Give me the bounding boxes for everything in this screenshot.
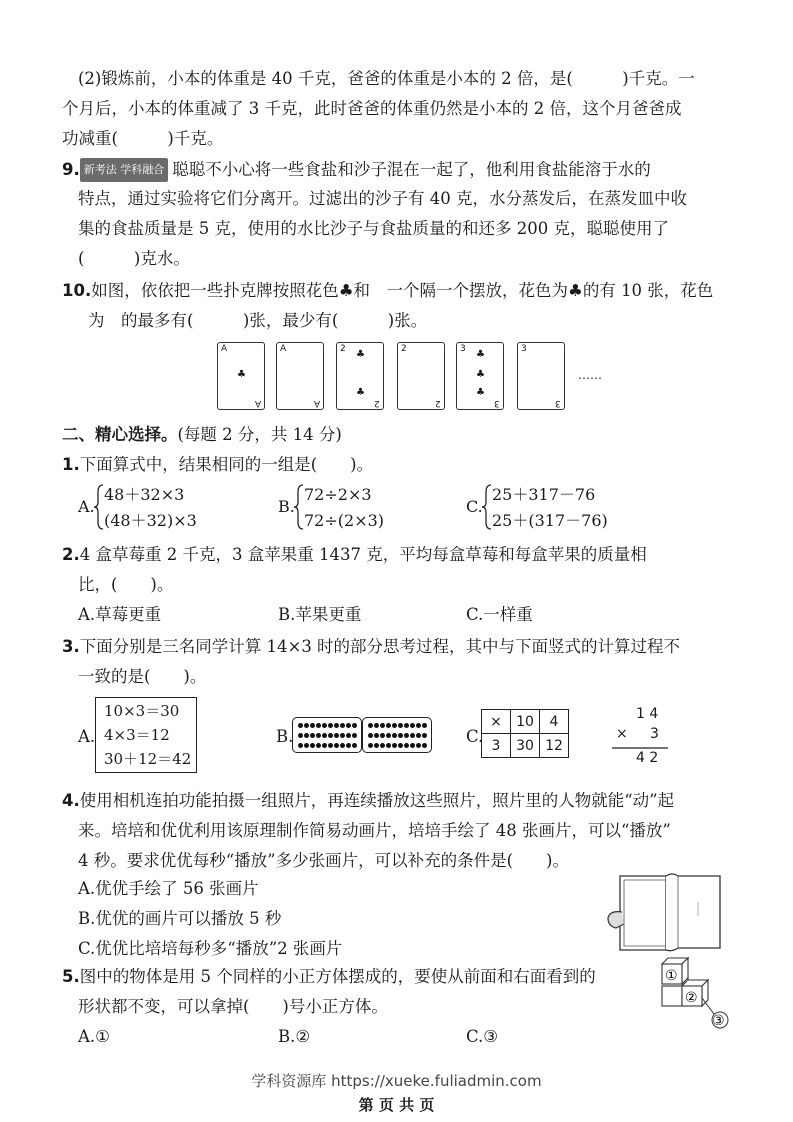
- question-9-line-3: 集的食盐质量是 5 克，使用的水比沙子与食盐质量的和还多 200 克，聪聪使用了: [78, 219, 669, 238]
- option-c-expr-bottom: 25＋(317－76): [492, 511, 608, 530]
- dot: [334, 723, 339, 728]
- dot: [304, 733, 309, 738]
- q8-line-1: (2)锻炼前，小本的体重是 40 千克，爸爸的体重是小本的 2 倍，是( )千克。一: [78, 69, 695, 88]
- option-a-label: A.: [78, 497, 95, 516]
- dot: [410, 733, 415, 738]
- flipbook-illustration: [606, 872, 724, 954]
- calc-step-2: 4×3＝12: [104, 726, 170, 744]
- dot: [416, 723, 421, 728]
- option-a-expr-top: 48＋32×3: [104, 485, 185, 504]
- card-rank-inverted: 2: [374, 398, 380, 408]
- playing-card: [517, 342, 565, 410]
- choice-3-option-c-label[interactable]: C.: [466, 727, 484, 746]
- choice-5-option-c[interactable]: C.③: [466, 1027, 499, 1046]
- card-suit-pip: ♣: [356, 349, 365, 360]
- dot: [322, 733, 327, 738]
- grid-operator: ×: [482, 710, 511, 734]
- card-rank: 3: [521, 344, 527, 354]
- choice-5-option-b[interactable]: B.②: [278, 1027, 311, 1046]
- dot: [386, 743, 391, 748]
- card-suit-pip: ♣: [476, 369, 485, 380]
- dot: [346, 743, 351, 748]
- card-rank-inverted: A: [254, 398, 261, 408]
- choice-5-number: 5.: [62, 967, 80, 986]
- option-c-expr-top: 25＋317－76: [492, 485, 596, 504]
- dot: [374, 723, 379, 728]
- dot: [328, 733, 333, 738]
- dot: [410, 723, 415, 728]
- dot: [316, 723, 321, 728]
- section-2-note: (每题 2 分，共 14 分): [177, 425, 342, 444]
- dot: [410, 743, 415, 748]
- playing-card: [217, 342, 265, 410]
- vertical-multiplication: [612, 706, 672, 776]
- card-rank: A: [280, 344, 287, 354]
- choice-1-question: [62, 454, 373, 476]
- choice-3-line-2: 一致的是( )。: [78, 667, 207, 686]
- dot: [386, 733, 391, 738]
- question-10-text-1: 如图，依依把一些扑克牌按照花色♣和 一个隔一个摆放，花色为♣的有 10 张，花色: [91, 281, 714, 300]
- dot: [374, 733, 379, 738]
- option-b-label: B.: [278, 497, 295, 516]
- question-9-line-4: ( )克水。: [78, 249, 190, 268]
- choice-5-option-a[interactable]: A.①: [78, 1027, 110, 1046]
- dot: [316, 733, 321, 738]
- dot: [316, 743, 321, 748]
- section-2-heading: [62, 424, 342, 446]
- choice-4-line-3: 4 秒。要求优优每秒“播放”多少张画片，可以补充的条件是( )。: [78, 851, 569, 870]
- grid-cell-30: 30: [511, 734, 540, 758]
- dot: [398, 743, 403, 748]
- choice-2-option-c[interactable]: C.一样重: [466, 605, 533, 624]
- choice-4-line-1: [62, 790, 674, 812]
- dot: [340, 743, 345, 748]
- dot: [310, 743, 315, 748]
- card-rank: 2: [401, 344, 407, 354]
- dot: [386, 723, 391, 728]
- dot: [304, 743, 309, 748]
- playing-card: [276, 342, 324, 410]
- cube-label-2: ②: [685, 990, 698, 1006]
- choice-1-text: 下面算式中，结果相同的一组是( )。: [79, 455, 374, 474]
- card-suit-pip: ♣: [237, 369, 246, 380]
- dot: [380, 723, 385, 728]
- dot: [416, 743, 421, 748]
- dot: [352, 733, 357, 738]
- grid-header-4: 4: [540, 710, 569, 734]
- dot: [368, 733, 373, 738]
- card-rank: A: [221, 344, 228, 354]
- dot: [368, 723, 373, 728]
- dot: [404, 733, 409, 738]
- option-c-multiplication-grid: [481, 709, 569, 758]
- dot: [328, 723, 333, 728]
- dot: [310, 723, 315, 728]
- question-10-line-1: [62, 280, 713, 302]
- cube-label-1: ①: [665, 968, 678, 984]
- choice-5-text-1: 图中的物体是用 5 个同样的小正方体摆成的，要使从前面和右面看到的: [79, 967, 596, 986]
- question-10-line-2: 为 的最多有( )张，最少有( )张。: [88, 311, 428, 330]
- choice-4-option-a[interactable]: A.优优手绘了 56 张画片: [78, 879, 259, 898]
- choice-5-line-2: 形状都不变，可以拿掉( )号小正方体。: [78, 997, 388, 1016]
- playing-card: [336, 342, 384, 410]
- dot: [404, 723, 409, 728]
- card-rank-inverted: A: [313, 398, 320, 408]
- question-9-text-1: 聪聪不小心将一些食盐和沙子混在一起了，他利用食盐能溶于水的: [172, 160, 651, 179]
- grid-cell-12: 12: [540, 734, 569, 758]
- card-rank-inverted: 2: [435, 398, 441, 408]
- cube-stack-illustration: [656, 956, 738, 1030]
- vertical-multiplier: 3: [650, 726, 659, 742]
- dot: [298, 723, 303, 728]
- question-9-line-2: 特点，通过实验将它们分离开。过滤出的沙子有 40 克，水分蒸发后，在蒸发皿中收: [78, 189, 687, 208]
- brace-icon: [94, 484, 104, 530]
- calc-step-3: 30＋12＝42: [104, 750, 192, 768]
- dot: [392, 733, 397, 738]
- footer-page-number: 第 页 共 页: [358, 1096, 435, 1114]
- choice-3-number: 3.: [62, 637, 80, 656]
- dot: [352, 743, 357, 748]
- new-method-tag: 新考法 学科融合: [80, 158, 169, 182]
- grid-header-10: 10: [511, 710, 540, 734]
- card-suit-pip: ♣: [476, 349, 485, 360]
- dot: [298, 743, 303, 748]
- choice-4-line-2: 来。培培和优优利用该原理制作简易动画片，培培手绘了 48 张画片，可以“播放”: [78, 821, 671, 840]
- option-a-expr-bottom: (48＋32)×3: [104, 511, 197, 530]
- question-9-number: 9.: [62, 160, 80, 179]
- dot-array-right: [362, 717, 432, 753]
- dot: [334, 733, 339, 738]
- dot: [380, 743, 385, 748]
- dot: [422, 723, 427, 728]
- dot: [374, 743, 379, 748]
- choice-1-number: 1.: [62, 455, 80, 474]
- card-rank: 2: [340, 344, 346, 354]
- card-suit-pip: ♣: [356, 387, 365, 398]
- dot: [404, 743, 409, 748]
- choice-2-line-2: 比，( )。: [78, 575, 174, 594]
- dot: [322, 723, 327, 728]
- dot: [392, 723, 397, 728]
- choice-4-option-b[interactable]: B.优优的画片可以播放 5 秒: [78, 909, 282, 928]
- dot: [416, 733, 421, 738]
- dot: [380, 733, 385, 738]
- choice-4-number: 4.: [62, 791, 80, 810]
- playing-card: [456, 342, 504, 410]
- card-rank: 3: [460, 344, 466, 354]
- choice-4-option-c[interactable]: C.优优比培培每秒多“播放”2 张画片: [78, 939, 343, 958]
- dot: [422, 733, 427, 738]
- dot: [328, 743, 333, 748]
- dot: [346, 733, 351, 738]
- choice-3-option-a-label[interactable]: A.: [78, 727, 96, 746]
- dot: [334, 743, 339, 748]
- dot: [304, 723, 309, 728]
- grid-row-3: 3: [482, 734, 511, 758]
- choice-2-option-a[interactable]: A.草莓更重: [78, 605, 162, 624]
- card-rank-inverted: 3: [555, 398, 561, 408]
- dot: [340, 733, 345, 738]
- cube-label-3: ③: [712, 1013, 725, 1029]
- choice-2-option-b[interactable]: B.苹果更重: [278, 605, 362, 624]
- card-suit-pip: ♣: [476, 387, 485, 398]
- dot: [398, 723, 403, 728]
- dot: [422, 743, 427, 748]
- vertical-product: 4 2: [636, 750, 659, 766]
- dot: [340, 723, 345, 728]
- q8-line-3: 功减重( )千克。: [62, 129, 224, 148]
- cards-ellipsis: ……: [578, 368, 602, 382]
- choice-2-line-1: [62, 544, 647, 566]
- dot-array-left: [292, 717, 362, 753]
- vertical-multiplicand: 1 4: [636, 706, 659, 722]
- dot: [346, 723, 351, 728]
- choice-4-text-1: 使用相机连拍功能拍摄一组照片，再连续播放这些照片，照片里的人物就能“动”起: [79, 791, 675, 810]
- dot: [398, 733, 403, 738]
- dot: [298, 733, 303, 738]
- question-9-line-1: [62, 158, 651, 182]
- choice-3-text-1: 下面分别是三名同学计算 14×3 时的部分思考过程，其中与下面竖式的计算过程不: [79, 637, 681, 656]
- footer-source: 学科资源库 https://xueke.fuliadmin.com: [251, 1072, 542, 1090]
- dot: [352, 723, 357, 728]
- choice-2-text-1: 4 盒草莓重 2 千克，3 盒苹果重 1437 克，平均每盒草莓和每盒苹果的质量相: [79, 545, 647, 564]
- dot: [310, 733, 315, 738]
- dot: [368, 743, 373, 748]
- option-b-expr-top: 72÷2×3: [304, 485, 372, 504]
- choice-3-line-1: [62, 636, 680, 658]
- brace-icon: [294, 484, 304, 530]
- brace-icon: [482, 484, 492, 530]
- question-10-number: 10.: [62, 281, 92, 300]
- q8-line-2: 个月后，小本的体重减了 3 千克，此时爸爸的体重仍然是小本的 2 倍，这个月爸爸成: [62, 99, 682, 118]
- card-rank-inverted: 3: [494, 398, 500, 408]
- vertical-operator: ×: [616, 726, 628, 742]
- calc-step-1: 10×3＝30: [104, 702, 180, 720]
- option-c-label: C.: [466, 497, 483, 516]
- choice-5-line-1: [62, 966, 596, 988]
- option-a-calculation-box: [95, 697, 197, 773]
- option-b-expr-bottom: 72÷(2×3): [304, 511, 385, 530]
- dot: [392, 743, 397, 748]
- section-2-title: 二、精心选择。: [62, 425, 178, 444]
- dot: [322, 743, 327, 748]
- choice-2-number: 2.: [62, 545, 80, 564]
- choice-3-option-b-label[interactable]: B.: [276, 727, 294, 746]
- playing-card: [397, 342, 445, 410]
